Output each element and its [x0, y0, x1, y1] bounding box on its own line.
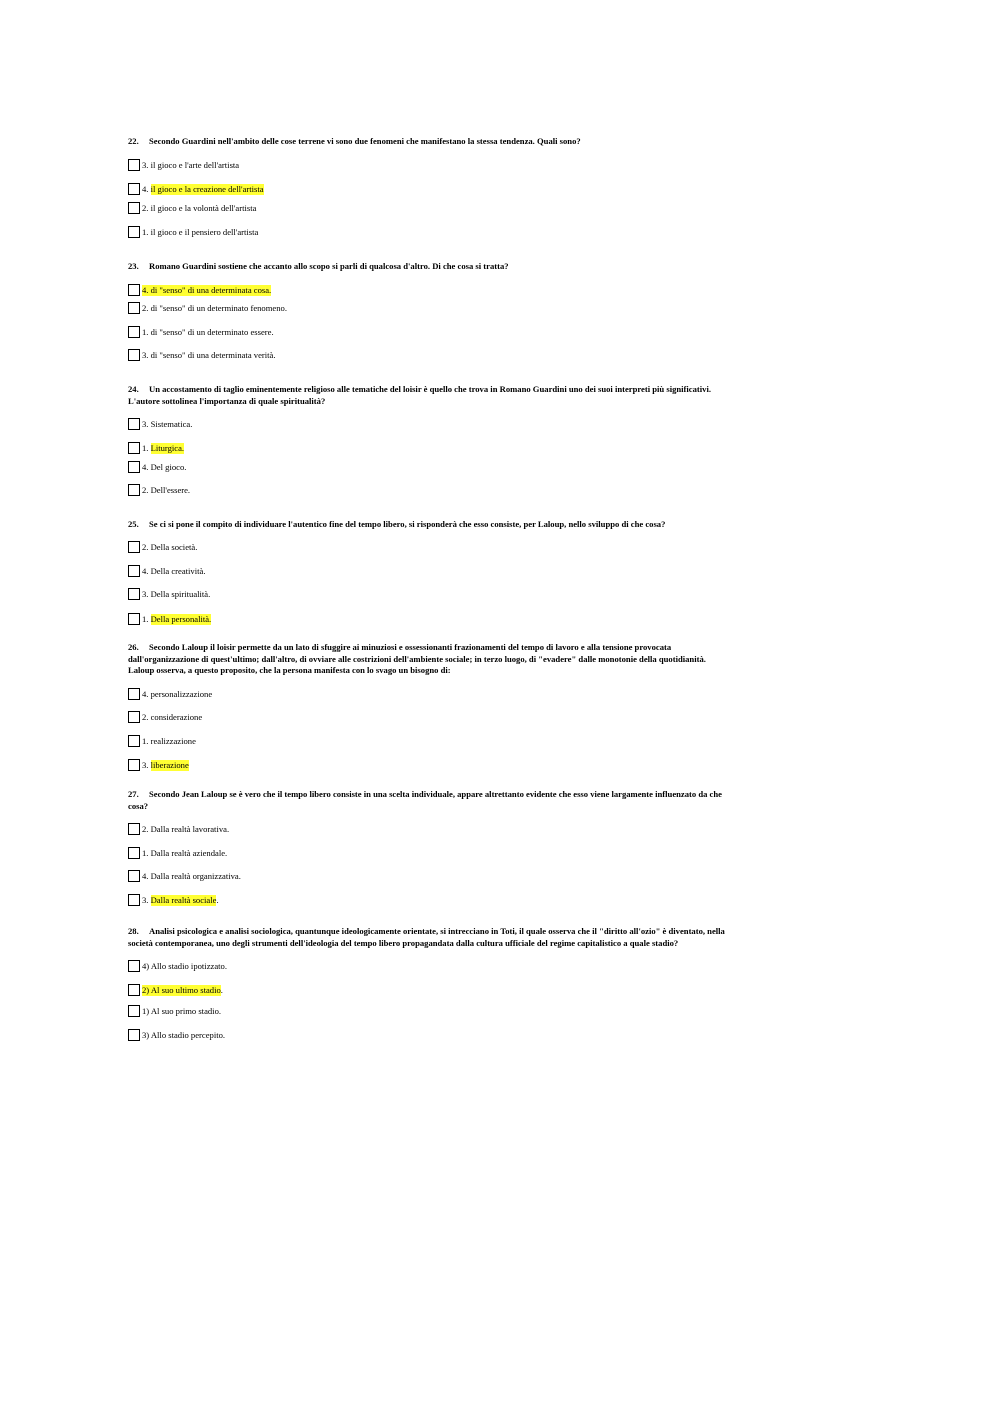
answer-text: Del gioco. — [150, 461, 187, 472]
answer-option[interactable] — [128, 710, 202, 724]
answer-option[interactable] — [128, 158, 239, 172]
answer-option[interactable] — [128, 483, 190, 497]
option-number: 2. — [142, 302, 151, 313]
answer-option[interactable] — [128, 822, 229, 836]
option-number: 4. — [142, 870, 151, 881]
answer-text: il gioco e l'arte dell'artista — [150, 159, 240, 170]
answer-text: il gioco e la volontà dell'artista — [150, 202, 257, 213]
answer-text: di "senso" di un determinato fenomeno. — [150, 302, 287, 313]
answer-checkbox[interactable] — [128, 588, 140, 600]
answer-checkbox[interactable] — [128, 484, 140, 496]
answer-option[interactable] — [128, 182, 264, 196]
option-number: 3. — [142, 349, 151, 360]
answer-option[interactable] — [128, 283, 271, 297]
highlighted-answer-text: liberazione — [150, 759, 189, 770]
highlighted-answer-text: 4. di "senso" di una determinata cosa. — [142, 284, 272, 295]
question-number: 26. — [128, 642, 139, 652]
answer-option[interactable] — [128, 301, 287, 315]
question-7 — [128, 926, 868, 1040]
question-4 — [128, 519, 868, 624]
answer-checkbox[interactable] — [128, 302, 140, 314]
answer-checkbox[interactable] — [128, 823, 140, 835]
answer-suffix: . — [220, 984, 223, 995]
question-number: 27. — [128, 789, 139, 799]
question-number: 25. — [128, 519, 139, 529]
answer-option[interactable] — [128, 587, 210, 601]
answer-text: di "senso" di un determinato essere. — [150, 326, 274, 337]
answer-text: personalizzazione — [150, 688, 213, 699]
answer-option[interactable] — [128, 441, 184, 455]
option-number: 3. — [142, 159, 151, 170]
answer-option[interactable] — [128, 417, 192, 431]
option-number: 4. — [142, 183, 151, 194]
answer-text: 1) Al suo primo stadio. — [142, 1005, 222, 1016]
question-body: Se ci si pone il compito di individuare l'autentico fine del tempo libero, si risponderà che esso consiste, per Laloup, nello sviluppo di che cosa? — [149, 519, 666, 529]
question-body: Un accostamento di taglio eminentemente religioso alle tematiche del loisir è quello che trova in Romano Guardini uno dei suoi interpreti più significativi. L'autore sottolinea l'importanza di quale spiritualità? — [128, 384, 711, 406]
answer-suffix: . — [216, 894, 219, 905]
option-number: 1. — [142, 226, 151, 237]
question-body: Secondo Jean Laloup se è vero che il tempo libero consiste in una scelta individuale, appare altrettanto evidente che esso viene largamente influenzato da che cosa? — [128, 789, 722, 811]
highlighted-answer-text: Della personalità. — [150, 613, 212, 624]
answer-checkbox[interactable] — [128, 442, 140, 454]
question-5 — [128, 642, 868, 770]
option-number: 3. — [142, 759, 151, 770]
question-number: 22. — [128, 136, 139, 146]
answer-option[interactable] — [128, 758, 189, 772]
answer-checkbox[interactable] — [128, 541, 140, 553]
answer-text: Sistematica. — [150, 418, 193, 429]
answer-option[interactable] — [128, 564, 205, 578]
highlighted-answer-text: il gioco e la creazione dell'artista — [150, 183, 264, 194]
option-number: 2. — [142, 711, 151, 722]
answer-text: 4) Allo stadio ipotizzato. — [142, 960, 227, 971]
option-number: 4. — [142, 688, 151, 699]
highlighted-answer-text: 2) Al suo ultimo stadio — [142, 984, 221, 995]
question-number: 23. — [128, 261, 139, 271]
answer-text: Dalla realtà lavorativa. — [150, 823, 230, 834]
question-body: Secondo Guardini nell'ambito delle cose terrene vi sono due fenomeni che manifestano la stessa tendenza. Quali sono? — [149, 136, 581, 146]
answer-text: il gioco e il pensiero dell'artista — [150, 226, 259, 237]
question-2 — [128, 261, 868, 360]
question-text — [128, 642, 868, 677]
option-number: 2. — [142, 202, 151, 213]
answer-checkbox[interactable] — [128, 984, 140, 996]
question-text — [128, 519, 868, 531]
answer-checkbox[interactable] — [128, 894, 140, 906]
answer-text: Della creatività. — [150, 565, 206, 576]
question-number: 28. — [128, 926, 139, 936]
answer-checkbox[interactable] — [128, 847, 140, 859]
answer-option[interactable] — [128, 687, 212, 701]
answer-checkbox[interactable] — [128, 960, 140, 972]
answer-option[interactable] — [128, 1004, 221, 1018]
answer-text: Della spiritualità. — [150, 588, 211, 599]
question-text — [128, 926, 868, 949]
answer-checkbox[interactable] — [128, 461, 140, 473]
answer-checkbox[interactable] — [128, 183, 140, 195]
answer-option[interactable] — [128, 348, 276, 362]
answer-checkbox[interactable] — [128, 870, 140, 882]
answer-option[interactable] — [128, 201, 256, 215]
answer-checkbox[interactable] — [128, 418, 140, 430]
question-text — [128, 136, 868, 148]
question-body: Romano Guardini sostiene che accanto allo scopo si parli di qualcosa d'altro. Di che cosa si tratta? — [149, 261, 509, 271]
answer-checkbox[interactable] — [128, 688, 140, 700]
answer-option[interactable] — [128, 225, 258, 239]
question-number: 24. — [128, 384, 139, 394]
question-text — [128, 261, 868, 273]
option-number: 1. — [142, 442, 151, 453]
answer-checkbox[interactable] — [128, 1029, 140, 1041]
answer-checkbox[interactable] — [128, 202, 140, 214]
answer-checkbox[interactable] — [128, 226, 140, 238]
answer-option[interactable] — [128, 869, 241, 883]
answer-text: di "senso" di una determinata verità. — [150, 349, 276, 360]
answer-text: 3) Allo stadio percepito. — [142, 1029, 226, 1040]
option-number: 1. — [142, 847, 151, 858]
question-text — [128, 789, 868, 812]
answer-option[interactable] — [128, 846, 227, 860]
answer-option[interactable] — [128, 983, 223, 997]
answer-checkbox[interactable] — [128, 159, 140, 171]
answer-option[interactable] — [128, 734, 196, 748]
question-body: Analisi psicologica e analisi sociologica, quantunque ideologicamente orientate, si intrecciano in Toti, il quale osserva che il "diritto all'ozio" è diventato, nella società contemporanea, uno degli strumenti dell'ideologia del tempo libero propagandata dalla cultura ufficiale del regime capitalistico a quale stadio? — [128, 926, 725, 948]
option-number: 4. — [142, 565, 151, 576]
answer-option[interactable] — [128, 1028, 225, 1042]
option-number: 3. — [142, 418, 151, 429]
answer-option[interactable] — [128, 893, 219, 907]
answer-option[interactable] — [128, 325, 274, 339]
option-number: 2. — [142, 823, 151, 834]
answer-text: realizzazione — [150, 735, 196, 746]
option-number: 1. — [142, 613, 151, 624]
option-number: 1. — [142, 326, 151, 337]
question-text — [128, 384, 868, 407]
highlighted-answer-text: Dalla realtà sociale — [150, 894, 217, 905]
answer-checkbox[interactable] — [128, 1005, 140, 1017]
answer-checkbox[interactable] — [128, 565, 140, 577]
option-number: 1. — [142, 735, 151, 746]
highlighted-answer-text: Liturgica. — [150, 442, 185, 453]
answer-checkbox[interactable] — [128, 326, 140, 338]
answer-text: Dell'essere. — [150, 484, 191, 495]
answer-option[interactable] — [128, 959, 227, 973]
answer-option[interactable] — [128, 612, 211, 626]
answer-checkbox[interactable] — [128, 613, 140, 625]
answer-checkbox[interactable] — [128, 711, 140, 723]
option-number: 3. — [142, 894, 151, 905]
answer-checkbox[interactable] — [128, 759, 140, 771]
question-body: Secondo Laloup il loisir permette da un lato di sfuggire ai minuziosi e ossessionanti frazionamenti del tempo di lavoro e alla tensione provocata dall'organizzazione di quest'ultimo; dall'altro, di ovviare alle costrizioni dell'ambiente sociale; in terzo luogo, di "evadere" dalle monotonie della quotidianità. Laloup osserva, a questo proposito, che la persona manifesta con lo svago un bisogno di: — [128, 642, 706, 675]
answer-text: Dalla realtà aziendale. — [150, 847, 228, 858]
answer-checkbox[interactable] — [128, 284, 140, 296]
option-number: 4. — [142, 461, 151, 472]
question-1 — [128, 136, 868, 237]
option-number: 2. — [142, 541, 151, 552]
answer-option[interactable] — [128, 540, 197, 554]
answer-checkbox[interactable] — [128, 735, 140, 747]
answer-text: considerazione — [150, 711, 203, 722]
option-number: 2. — [142, 484, 151, 495]
question-6 — [128, 789, 868, 905]
option-number: 3. — [142, 588, 151, 599]
question-3 — [128, 384, 868, 495]
answer-option[interactable] — [128, 460, 186, 474]
answer-text: Della società. — [150, 541, 198, 552]
answer-text: Dalla realtà organizzativa. — [150, 870, 241, 881]
answer-checkbox[interactable] — [128, 349, 140, 361]
